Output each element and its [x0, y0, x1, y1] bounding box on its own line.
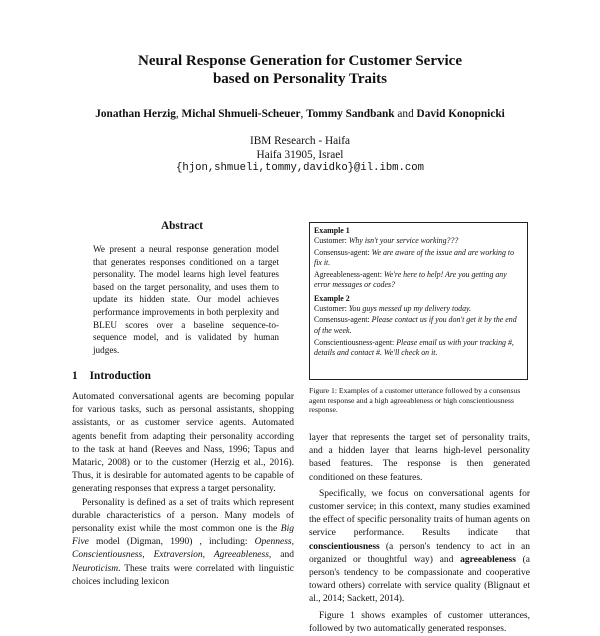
keyword-conscientiousness: conscientiousness	[309, 541, 380, 552]
keyword-agreeableness: agreeableness	[460, 554, 516, 565]
utterance: Please email us with your tracking #, details and contact #. We'll check on it.	[314, 337, 514, 358]
author-separator: ,	[300, 108, 307, 120]
speaker-label: Consensus-agent:	[314, 247, 372, 257]
author-name: Jonathan Herzig	[95, 108, 176, 120]
abstract-heading: Abstract	[160, 220, 204, 232]
section-number: 1	[72, 370, 78, 382]
section-title: Introduction	[89, 370, 151, 382]
author-name: Michal Shmueli-Scheuer	[181, 108, 301, 120]
dialog-turn	[314, 304, 523, 314]
right-paragraph-3: Figure 1 shows examples of customer utterances, followed by two automatically generated responses.	[309, 610, 530, 634]
dialog-turn	[314, 270, 523, 291]
author-separator: ,	[175, 108, 182, 120]
author-list	[0, 107, 600, 121]
paper-title-line-1: Neural Response Generation for Customer Service	[138, 53, 462, 69]
text-run: (a person's tendency to be compassionate and cooperative toward others) correlate with service quality (Blignaut et al., 2014; Sackett, 2014).	[309, 554, 530, 605]
text-run: model (Digman, 1990) , including:	[88, 537, 255, 548]
affiliation-org: IBM Research - Haifa	[249, 135, 351, 147]
speaker-label: Consensus-agent:	[314, 315, 372, 325]
utterance: Please contact us if you don't get it by the end of the week.	[314, 315, 517, 335]
figure-1-caption: Figure 1: Examples of a customer utterance followed by a consensus agent response and a high agreeableness or high conscientiousness response.	[309, 386, 521, 415]
utterance: We're here to help! Are you getting any error messages or codes?	[314, 270, 507, 290]
speaker-label: Agreeableness-agent:	[314, 270, 384, 280]
utterance: You guys messed up my delivery today.	[348, 304, 472, 314]
author-name: Tommy Sandbank	[306, 108, 395, 120]
right-column-body	[309, 432, 530, 636]
dialog-turn	[314, 236, 523, 246]
right-paragraph-1: layer that represents the target set of personality traits, and a hidden layer that learns high-level personality based features. The response is then generated conditioned on these features.	[309, 433, 530, 483]
intro-paragraph-1: Automated conversational agents are becoming popular for various tasks, such as personal assistants, shopping assistants, or as customer service agents. Automated agents benefit from adapting their personality according to the task at hand (Reeves and Nass, 1996; Tapus and Mataric, 2008) or to the customer (Herzig et al., 2016). Thus, it is desirable for automated agents to be capable of generating responses that express a target personality.	[72, 392, 294, 495]
introduction-body	[72, 391, 294, 589]
example-2-title: Example 2	[314, 293, 350, 303]
utterance: Why isn't your service working???	[348, 236, 459, 246]
example-1-title: Example 1	[314, 226, 350, 235]
intro-paragraph-2	[72, 497, 294, 589]
author-emails: {hjon,shmueli,tommy,davidko}@il.ibm.com	[176, 162, 424, 174]
text-run: Specifically, we focus on conversational agents for customer service; in this context, many studies examined the effect of specific personality traits of human agents on service performance. Results indicate that	[309, 488, 530, 539]
emph-neuroticism: Neuroticism	[72, 563, 119, 574]
text-run: (a person's tendency to act in an organized or thoughtful way) and	[309, 541, 530, 565]
speaker-label: Conscientiousness-agent:	[314, 337, 397, 347]
speaker-label: Customer:	[314, 236, 349, 246]
dialog-turn	[314, 248, 523, 269]
paper-title-line-2: based on Personality Traits	[212, 71, 388, 87]
author-separator: and	[394, 108, 417, 120]
text-run: and	[271, 550, 295, 561]
right-paragraph-2	[309, 488, 530, 607]
figure-1-box	[309, 222, 528, 380]
text-run: Personality is defined as a set of traits which represent durable characteristics of a person. Many models of personality exist while the most common one is the	[72, 497, 294, 535]
dialog-turn	[314, 315, 523, 336]
emph-big-five: Big Five	[72, 524, 294, 548]
emph-traits: Openness, Conscientiousness, Extraversion, Agreeableness,	[72, 537, 294, 561]
text-run: . These traits were correlated with linguistic choices including lexicon	[72, 563, 294, 587]
abstract-text: We present a neural response generation model that generates responses conditioned on a target personality. The model learns high level features based on the target personality, and uses them to update its hidden state. Our model achieves performance improvements in both perplexity and BLEU scores over a baseline sequence-to-sequence model, and is validated by human judges.	[93, 244, 279, 355]
dialog-turn	[314, 338, 523, 359]
utterance: We are aware of the issue and are working to fix it.	[314, 247, 515, 267]
speaker-label: Customer:	[314, 304, 349, 314]
section-heading-introduction	[72, 370, 151, 382]
author-name: David Konopnicki	[416, 108, 505, 120]
affiliation-city: Haifa 31905, Israel	[256, 149, 344, 161]
